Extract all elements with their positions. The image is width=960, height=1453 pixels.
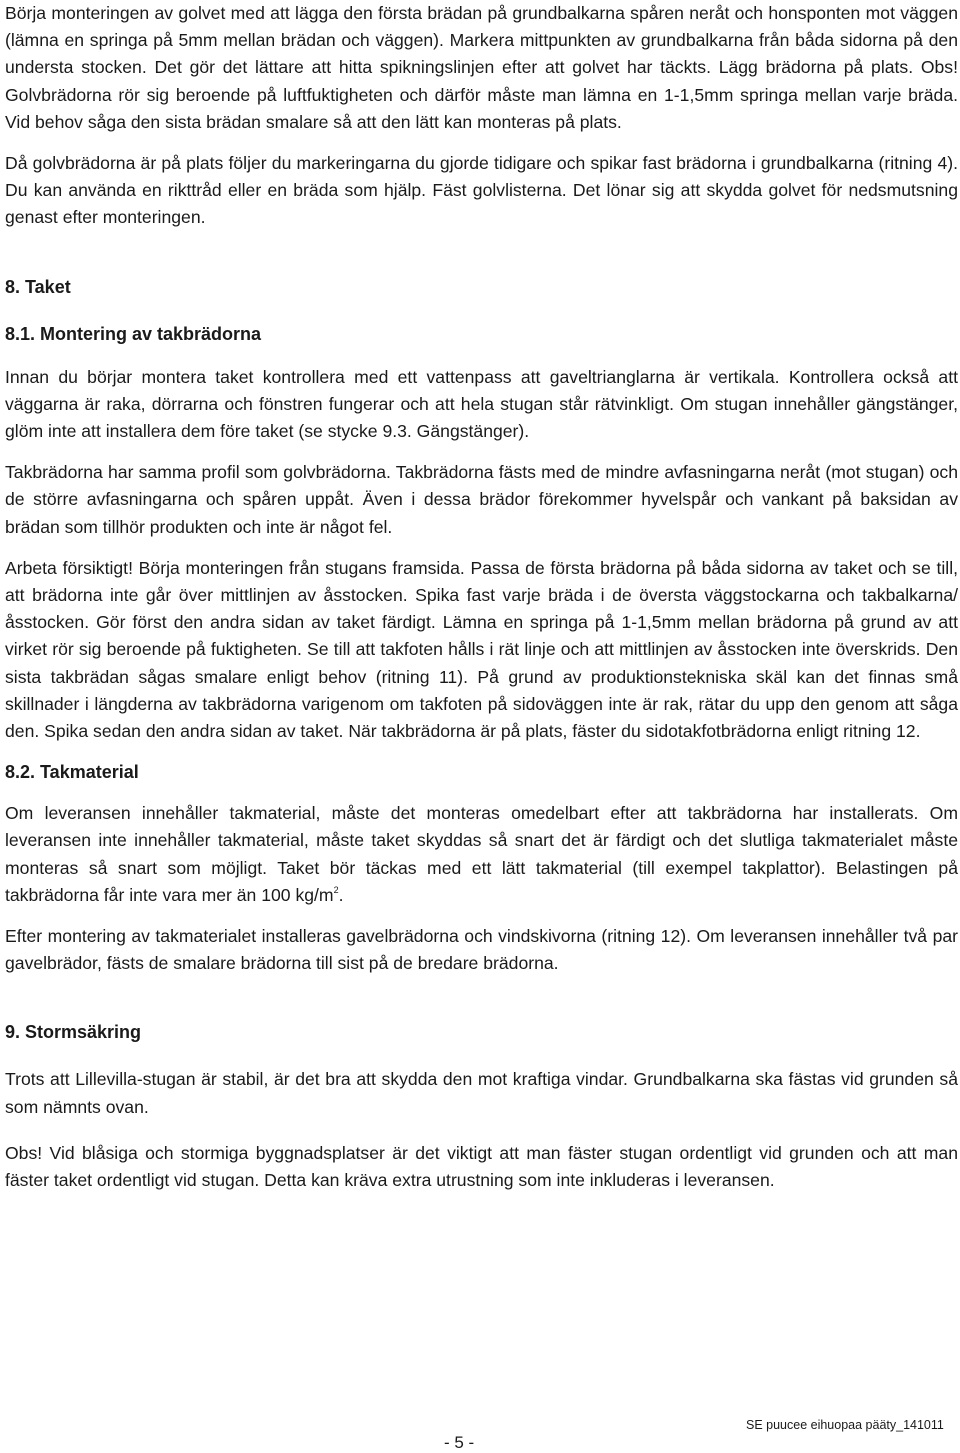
paragraph-gable-boards: Efter montering av takmaterialet installeras gavelbrädorna och vindskivorna (ritning 12). Om leveransen innehåller två par gavelbrädor, fästs de smalare brädorna till sist på de bredare brädorna. bbox=[5, 926, 958, 974]
paragraph-roof-material-end: . bbox=[338, 884, 344, 905]
document-page bbox=[5, 0, 958, 1194]
heading-roof-boards: 8.1. Montering av takbrädorna bbox=[5, 323, 262, 344]
heading-storm-protection: 9. Stormsäkring bbox=[5, 1022, 142, 1043]
page-number: - 5 - bbox=[444, 1433, 475, 1452]
superscript-squared: 2 bbox=[333, 884, 339, 895]
paragraph-storm-stable: Trots att Lillevilla-stugan är stabil, är det bra att skydda den mot kraftiga vindar. Grundbalkarna ska fästas vid grunden så som nämnts ovan. bbox=[5, 1069, 958, 1117]
paragraph-roof-install: Arbeta försiktigt! Börja monteringen från stugans framsida. Passa de första brädorna på båda sidorna av taket och se till, att brädorna inte går över mittlinjen av åsstocken. Spika fast varje bräda i de översta väggstockarna och takbalkarna/åsstocken. Gör först den andra sidan av taket färdigt. Lämna en springa på 1-1,5mm mellan brädorna på grund av att virket rör sig beroende på fuktigheten. Se till att takfoten hålls i rät linje och att mittlinjen av åsstocken inte överskrids. Den sista takbrädan sågas smalare enligt behov (ritning 11). På grund av produktionstekniska skäl kan det finnas små skillnader i längderna av takbrädorna varigenom om takfoten på sidoväggen inte är rak, rätar du upp den genom att såga den. Spika sedan den andra sidan av taket. När takbrädorna är på plats, fäster du sidotakfotbrädorna enligt ritning 12. bbox=[5, 557, 958, 742]
paragraph-roof-material-text: Om leveransen innehåller takmaterial, måste det monteras omedelbart efter att takbrädorna har installerats. Om leveransen inte innehåller takmaterial, måste taket skyddas så snart det är färdigt och det slutliga takmaterialet måste monteras så snart som möjligt. Taket bör täckas med ett lätt takmaterial (till exempel takplattor). Belastingen på takbrädorna får inte vara mer än 100 kg/m bbox=[5, 803, 958, 905]
paragraph-roof-material bbox=[5, 800, 958, 909]
heading-roof: 8. Taket bbox=[5, 276, 71, 297]
heading-roof-material: 8.2. Takmaterial bbox=[5, 762, 139, 783]
paragraph-floor-install: Börja monteringen av golvet med att lägga den första brädan på grundbalkarna spåren neråt och honsponten mot väggen (lämna en springa på 5mm mellan brädan och väggen). Markera mittpunkten av grundbalkarna från båda sidorna på den understa stocken. Det gör det lättare att hitta spikningslinjen efter att golvet har täckts. Lägg brädorna på plats. Obs! Golvbrädorna rör sig beroende på luftfuktigheten och därför måste man lämna en 1-1,5mm springa mellan varje bräda. Vid behov såga den sista brädan smalare så att den lätt kan monteras på plats. bbox=[5, 3, 958, 132]
footer-document-code: SE puucee eihuopaa pääty_141011 bbox=[746, 1418, 944, 1432]
paragraph-floor-nailing: Då golvbrädorna är på plats följer du markeringarna du gjorde tidigare och spikar fast brädorna i grundbalkarna (ritning 4). Du kan använda en rikttråd eller en bräda som hjälp. Fäst golvlisterna. Det lönar sig att skydda golvet för nedsmutsning genast efter monteringen. bbox=[5, 153, 958, 228]
paragraph-roof-check: Innan du börjar montera taket kontrollera med ett vattenpass att gaveltrianglarna är vertikala. Kontrollera också att väggarna är raka, dörrarna och fönstren fungerar och att hela stugan står rätvinkligt. Om stugan innehåller gängstänger, glöm inte att installera dem före taket (se stycke 9.3. Gängstänger). bbox=[5, 366, 958, 442]
paragraph-roof-profile: Takbrädorna har samma profil som golvbrädorna. Takbrädorna fästs med de mindre avfasningarna neråt (mot stugan) och de större avfasningarna och spåren uppåt. Även i dessa brädor förekommer hyvelspår och vankant på baksidan av brädan som tillhör produkten och inte är något fel. bbox=[5, 462, 958, 537]
paragraph-storm-note: Obs! Vid blåsiga och stormiga byggnadsplatser är det viktigt att man fäster stugan ordentligt vid grunden och att man fäster taket ordentligt vid stugan. Detta kan kräva extra utrustning som inte inkluderas i leveransen. bbox=[5, 1142, 958, 1191]
